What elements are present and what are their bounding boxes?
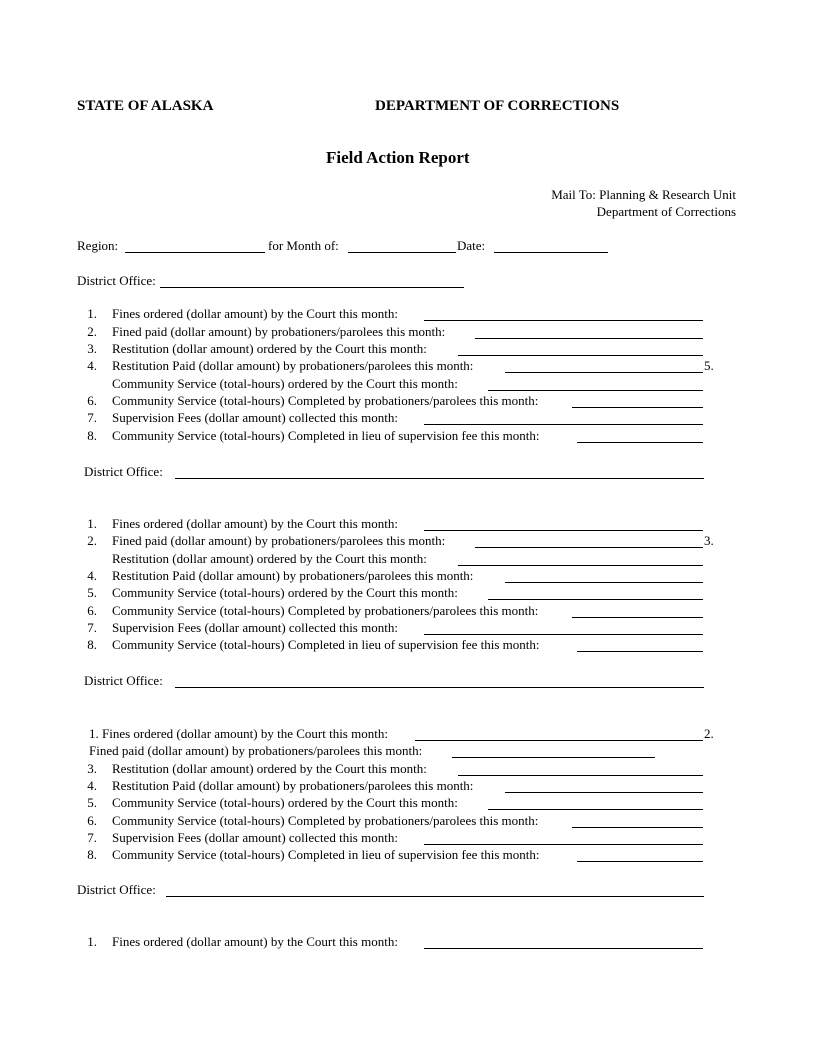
- item-fines-paid: Fined paid (dollar amount) by probationers/parolees this month:: [112, 533, 446, 548]
- restitution-ordered-field[interactable]: [458, 355, 703, 356]
- item-cs-ordered: Community Service (total-hours) ordered by the Court this month:: [112, 795, 458, 810]
- district-office-label: District Office:: [77, 882, 156, 897]
- item-number: 8.: [87, 847, 97, 862]
- mail-to-line-1: Mail To: Planning & Research Unit: [551, 187, 736, 202]
- item-fines-paid: Fined paid (dollar amount) by probationers/parolees this month:: [112, 324, 446, 339]
- item-cs-lieu: Community Service (total-hours) Completed in lieu of supervision fee this month:: [112, 847, 540, 862]
- item-cs-completed: Community Service (total-hours) Completed by probationers/parolees this month:: [112, 393, 539, 408]
- item-number: 6.: [87, 393, 97, 408]
- item-supervision-fees: Supervision Fees (dollar amount) collected this month:: [112, 830, 398, 845]
- item-number: 2.: [87, 533, 97, 548]
- restitution-paid-field[interactable]: [505, 372, 703, 373]
- cs-ordered-field[interactable]: [488, 390, 703, 391]
- date-label: Date:: [457, 238, 486, 253]
- region-field[interactable]: [125, 252, 265, 253]
- district-office-field[interactable]: [160, 287, 464, 288]
- item-cs-completed: Community Service (total-hours) Completed by probationers/parolees this month:: [112, 603, 539, 618]
- restitution-ordered-field[interactable]: [458, 775, 703, 776]
- department-heading: DEPARTMENT OF CORRECTIONS: [375, 98, 620, 114]
- item-cs-ordered: Community Service (total-hours) ordered by the Court this month:: [112, 585, 458, 600]
- supervision-fees-field[interactable]: [424, 844, 703, 845]
- fines-ordered-field[interactable]: [415, 740, 703, 741]
- restitution-paid-field[interactable]: [505, 582, 703, 583]
- region-label: Region:: [77, 238, 119, 253]
- cs-ordered-field[interactable]: [488, 599, 703, 600]
- item-restitution-ordered: Restitution (dollar amount) ordered by the Court this month:: [112, 341, 427, 356]
- item-cs-ordered: Community Service (total-hours) ordered by the Court this month:: [112, 376, 458, 391]
- item-number: 7.: [87, 410, 97, 425]
- cs-completed-field[interactable]: [572, 827, 703, 828]
- cs-completed-field[interactable]: [572, 617, 703, 618]
- fines-ordered-field[interactable]: [424, 320, 703, 321]
- fines-paid-field[interactable]: [452, 757, 655, 758]
- district-office-field[interactable]: [166, 896, 704, 897]
- cs-ordered-field[interactable]: [488, 809, 703, 810]
- item-number: 3.: [704, 533, 714, 548]
- item-number: 5.: [87, 585, 97, 600]
- item-restitution-ordered: Restitution (dollar amount) ordered by the Court this month:: [112, 761, 427, 776]
- supervision-fees-field[interactable]: [424, 634, 703, 635]
- fines-paid-field[interactable]: [475, 547, 703, 548]
- item-number: 1.: [87, 306, 97, 321]
- item-cs-completed: Community Service (total-hours) Completed by probationers/parolees this month:: [112, 813, 539, 828]
- report-title: Field Action Report: [326, 148, 470, 167]
- item-number: 6.: [87, 813, 97, 828]
- item-restitution-ordered: Restitution (dollar amount) ordered by the Court this month:: [112, 551, 427, 566]
- item-number: 1.: [87, 516, 97, 531]
- item-number: 6.: [87, 603, 97, 618]
- item-number: 8.: [87, 637, 97, 652]
- item-number: 1.: [87, 934, 97, 949]
- cs-completed-field[interactable]: [572, 407, 703, 408]
- item-supervision-fees: Supervision Fees (dollar amount) collected this month:: [112, 620, 398, 635]
- item-restitution-paid: Restitution Paid (dollar amount) by probationers/parolees this month:: [112, 568, 474, 583]
- state-heading: STATE OF ALASKA: [77, 98, 214, 114]
- district-office-field[interactable]: [175, 687, 704, 688]
- district-office-label: District Office:: [84, 464, 163, 479]
- item-number: 8.: [87, 428, 97, 443]
- item-number: 5.: [704, 358, 714, 373]
- restitution-ordered-field[interactable]: [458, 565, 703, 566]
- restitution-paid-field[interactable]: [505, 792, 703, 793]
- item-fines-ordered: Fines ordered (dollar amount) by the Court this month:: [112, 934, 398, 949]
- cs-lieu-field[interactable]: [577, 651, 703, 652]
- fines-ordered-field[interactable]: [424, 948, 703, 949]
- supervision-fees-field[interactable]: [424, 424, 703, 425]
- item-fines-ordered: Fines ordered (dollar amount) by the Court this month:: [112, 516, 398, 531]
- item-restitution-paid: Restitution Paid (dollar amount) by probationers/parolees this month:: [112, 358, 474, 373]
- item-number: 4.: [87, 778, 97, 793]
- item-fines-ordered: 1. Fines ordered (dollar amount) by the Court this month:: [89, 726, 388, 741]
- item-number: 3.: [87, 761, 97, 776]
- date-field[interactable]: [494, 252, 608, 253]
- item-fines-ordered: Fines ordered (dollar amount) by the Court this month:: [112, 306, 398, 321]
- item-number: 5.: [87, 795, 97, 810]
- item-number: 3.: [87, 341, 97, 356]
- district-office-label: District Office:: [84, 673, 163, 688]
- fines-ordered-field[interactable]: [424, 530, 703, 531]
- fines-paid-field[interactable]: [475, 338, 703, 339]
- item-cs-lieu: Community Service (total-hours) Completed in lieu of supervision fee this month:: [112, 637, 540, 652]
- item-number: 4.: [87, 568, 97, 583]
- item-cs-lieu: Community Service (total-hours) Completed in lieu of supervision fee this month:: [112, 428, 540, 443]
- item-number: 7.: [87, 830, 97, 845]
- district-office-field[interactable]: [175, 478, 704, 479]
- month-field[interactable]: [348, 252, 456, 253]
- item-restitution-paid: Restitution Paid (dollar amount) by probationers/parolees this month:: [112, 778, 474, 793]
- cs-lieu-field[interactable]: [577, 861, 703, 862]
- item-number: 7.: [87, 620, 97, 635]
- item-number: 2.: [87, 324, 97, 339]
- item-fines-paid: Fined paid (dollar amount) by probationers/parolees this month:: [89, 743, 423, 758]
- item-number: 2.: [704, 726, 714, 741]
- item-number: 4.: [87, 358, 97, 373]
- district-office-label: District Office:: [77, 273, 156, 288]
- mail-to-line-2: Department of Corrections: [596, 204, 736, 219]
- month-label: for Month of:: [268, 238, 339, 253]
- cs-lieu-field[interactable]: [577, 442, 703, 443]
- item-supervision-fees: Supervision Fees (dollar amount) collected this month:: [112, 410, 398, 425]
